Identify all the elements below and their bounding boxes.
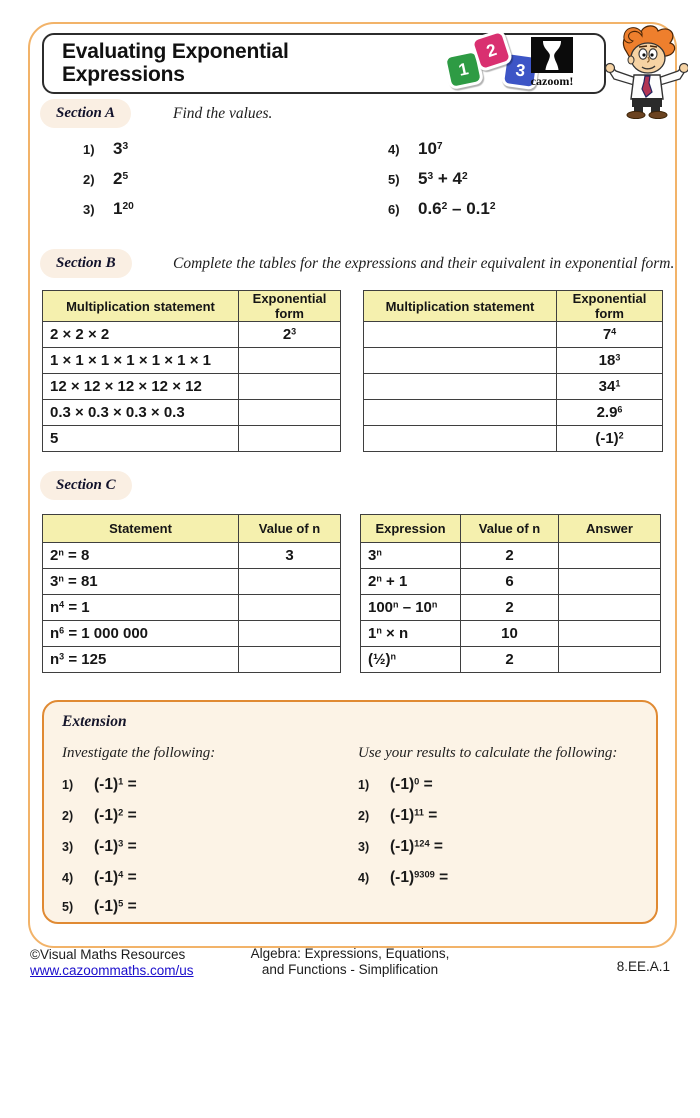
extension-problem-r4 <box>358 869 700 1089</box>
value-of-n-cell <box>239 595 341 621</box>
table-header-row <box>43 515 341 543</box>
problem-number: 5) <box>62 900 74 914</box>
column-header: Exponential form <box>557 291 663 322</box>
table-row <box>43 569 341 595</box>
statement-cell <box>364 374 557 400</box>
statement-cell: 0.3 × 0.3 × 0.3 × 0.3 <box>43 400 239 426</box>
problem-a3 <box>83 199 134 219</box>
statement-cell: $2^n = 8$ <box>43 543 239 569</box>
answer-cell <box>559 569 661 595</box>
column-header: Multiplication statement <box>43 291 239 322</box>
table-header-row <box>361 515 661 543</box>
value-of-n-cell <box>239 569 341 595</box>
table-row <box>364 348 663 374</box>
table-row <box>361 543 661 569</box>
problem-number: 4) <box>388 142 400 157</box>
problem-expression: $(-1)^5$ = <box>94 898 137 915</box>
table-row <box>361 621 661 647</box>
table-row <box>43 374 341 400</box>
problem-expression: $(-1)^0$ = <box>390 776 433 793</box>
problem-number: 4) <box>358 871 370 885</box>
footer-standard-code: 8.EE.A.1 <box>616 959 670 974</box>
problem-number: 4) <box>62 871 74 885</box>
problem-a1 <box>83 139 128 159</box>
footer-copyright: ©Visual Maths Resources <box>30 947 186 962</box>
problem-number: 2) <box>83 172 95 187</box>
exponential-form-cell <box>239 348 341 374</box>
section-b-left-table <box>42 290 341 452</box>
exponential-form-cell <box>239 426 341 452</box>
problem-expression: $10^7$ <box>418 139 443 158</box>
problem-number: 6) <box>388 202 400 217</box>
problem-number: 3) <box>358 840 370 854</box>
statement-cell: 1 × 1 × 1 × 1 × 1 × 1 × 1 <box>43 348 239 374</box>
table-row <box>43 348 341 374</box>
answer-cell <box>559 621 661 647</box>
exponential-form-cell: $(-1)^2$ <box>557 426 663 452</box>
footer-website-link[interactable]: www.cazoommaths.com/us <box>30 963 194 978</box>
section-b-instruction: Complete the tables for the expressions and their equivalent in exponential form. <box>173 255 675 272</box>
value-of-n-cell: 2 <box>461 595 559 621</box>
statement-cell: $3^n = 81$ <box>43 569 239 595</box>
page-title <box>62 40 289 86</box>
statement-cell: $n^6 = 1$ 000 000 <box>43 621 239 647</box>
exponential-form-cell: $2^3$ <box>239 322 341 348</box>
table-row <box>361 595 661 621</box>
exponential-form-cell: $7^4$ <box>557 322 663 348</box>
cazoom-brand-text: cazoom! <box>530 74 574 88</box>
page-title-line2: Expressions <box>62 63 185 86</box>
problem-expression: $(-1)^4$ = <box>94 869 137 886</box>
problem-a6 <box>388 199 496 219</box>
table-header-row <box>364 291 663 322</box>
page-title-line1: Evaluating Exponential <box>62 40 289 63</box>
statement-cell <box>364 400 557 426</box>
value-of-n-cell: 2 <box>461 647 559 673</box>
section-a-label: Section A <box>40 99 131 128</box>
cazoom-goblet-icon <box>531 37 573 73</box>
expression-cell: 3$^n$ <box>361 543 461 569</box>
statement-cell: $n^4 = 1$ <box>43 595 239 621</box>
table-row <box>43 543 341 569</box>
value-of-n-cell: 2 <box>461 543 559 569</box>
exponential-form-cell: $2.9^6$ <box>557 400 663 426</box>
statement-cell: 5 <box>43 426 239 452</box>
exponential-form-cell <box>239 374 341 400</box>
problem-expression: $2^5$ <box>113 169 129 188</box>
problem-number: 3) <box>62 840 74 854</box>
problem-expression: $(-1)^{124}$ = <box>390 838 443 855</box>
exponential-form-cell <box>239 400 341 426</box>
problem-number: 5) <box>388 172 400 187</box>
extension-right-instruction: Use your results to calculate the following: <box>358 745 618 761</box>
statement-cell: 2 × 2 × 2 <box>43 322 239 348</box>
footer-topic <box>200 946 500 978</box>
extension-label: Extension <box>62 713 127 730</box>
exponential-form-cell: $18^3$ <box>557 348 663 374</box>
tile-3-label: 3 <box>514 59 527 81</box>
value-of-n-cell: 10 <box>461 621 559 647</box>
tile-1-label: 1 <box>456 58 471 80</box>
column-header: Value of n <box>239 515 341 543</box>
problem-number: 3) <box>83 202 95 217</box>
footer-topic-line2: and Functions - Simplification <box>261 962 439 977</box>
column-header: Expression <box>361 515 461 543</box>
problem-number: 1) <box>83 142 95 157</box>
table-row <box>364 426 663 452</box>
answer-cell <box>559 595 661 621</box>
section-b-right-table <box>363 290 663 452</box>
problem-expression: $(-1)^1$ = <box>94 776 137 793</box>
problem-a5 <box>388 169 468 189</box>
expression-cell: (½)$^n$ <box>361 647 461 673</box>
problem-a4 <box>388 139 443 159</box>
statement-cell <box>364 322 557 348</box>
expression-cell: 100$^n$ – 10$^n$ <box>361 595 461 621</box>
table-row <box>43 426 341 452</box>
value-of-n-cell <box>239 647 341 673</box>
problem-expression: $(-1)^3$ = <box>94 838 137 855</box>
table-row <box>43 595 341 621</box>
footer-topic-line1: Algebra: Expressions, Equations, <box>250 946 450 961</box>
problem-expression: $1^{20}$ <box>113 199 134 218</box>
problem-number: 1) <box>62 778 74 792</box>
statement-cell <box>364 426 557 452</box>
value-of-n-cell <box>239 621 341 647</box>
problem-a2 <box>83 169 128 189</box>
column-header: Answer <box>559 515 661 543</box>
value-of-n-cell: 6 <box>461 569 559 595</box>
answer-cell <box>559 647 661 673</box>
table-row <box>364 400 663 426</box>
problem-number: 2) <box>358 809 370 823</box>
problem-number: 1) <box>358 778 370 792</box>
table-row <box>361 647 661 673</box>
table-row <box>364 374 663 400</box>
table-row <box>43 621 341 647</box>
section-c-left-table <box>42 514 341 673</box>
problem-number: 2) <box>62 809 74 823</box>
problem-expression: $(-1)^2$ = <box>94 807 137 824</box>
value-of-n-cell: 3 <box>239 543 341 569</box>
section-c-right-table <box>360 514 661 673</box>
problem-expression: $(-1)^{9309}$ = <box>390 869 449 886</box>
mascot-character-icon <box>596 23 688 124</box>
extension-left-instruction: Investigate the following: <box>62 745 216 761</box>
table-header-row <box>43 291 341 322</box>
table-row <box>43 647 341 673</box>
problem-expression: $3^3$ <box>113 139 129 158</box>
statement-cell <box>364 348 557 374</box>
expression-cell: $2^n + 1$ <box>361 569 461 595</box>
section-b-label: Section B <box>40 249 132 278</box>
table-row <box>43 400 341 426</box>
problem-expression: $0.6^2 - 0.1^2$ <box>418 199 496 218</box>
answer-cell <box>559 543 661 569</box>
column-header: Statement <box>43 515 239 543</box>
statement-cell: $n^3 = 125$ <box>43 647 239 673</box>
column-header: Multiplication statement <box>364 291 557 322</box>
table-row <box>361 569 661 595</box>
section-c-label: Section C <box>40 471 132 500</box>
problem-expression: $(-1)^{11}$ = <box>390 807 438 824</box>
section-a-instruction: Find the values. <box>173 105 273 122</box>
column-header: Exponential form <box>239 291 341 322</box>
column-header: Value of n <box>461 515 559 543</box>
expression-cell: $1^n \times n$ <box>361 621 461 647</box>
table-row <box>43 322 341 348</box>
exponential-form-cell: $34^1$ <box>557 374 663 400</box>
tile-2-label: 2 <box>483 39 499 61</box>
cazoom-logo <box>527 37 577 89</box>
table-row <box>364 322 663 348</box>
statement-cell: 12 × 12 × 12 × 12 × 12 <box>43 374 239 400</box>
problem-expression: $5^3 + 4^2$ <box>418 169 468 188</box>
